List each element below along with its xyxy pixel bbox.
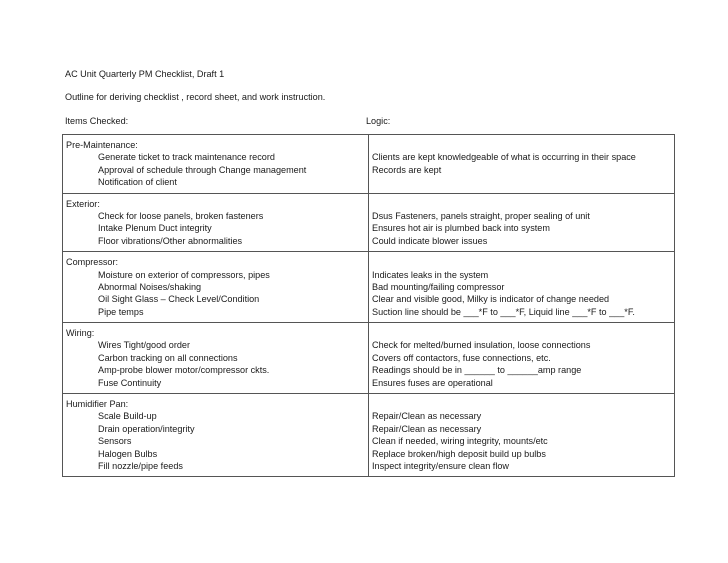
logic-header: Logic: xyxy=(366,116,391,126)
logic-text: Covers off contactors, fuse connections, etc. xyxy=(372,352,551,363)
section-title: Humidifier Pan: xyxy=(66,399,129,410)
check-item: Moisture on exterior of compressors, pipes xyxy=(98,269,270,280)
check-item: Amp-probe blower motor/compressor ckts. xyxy=(98,365,270,376)
document-subtitle: Outline for deriving checklist , record sheet, and work instruction. xyxy=(65,92,326,102)
logic-text: Repair/Clean as necessary xyxy=(372,423,482,434)
check-item: Notification of client xyxy=(98,177,177,188)
logic-text: Indicates leaks in the system xyxy=(372,269,489,280)
section-row-wiring xyxy=(63,323,675,394)
check-item: Intake Plenum Duct integrity xyxy=(98,223,212,234)
check-item: Fill nozzle/pipe feeds xyxy=(98,460,183,471)
logic-cell xyxy=(369,193,675,252)
logic-text: Dsus Fasteners, panels straight, proper sealing of unit xyxy=(372,210,590,221)
logic-text: Clean if needed, wiring integrity, mounts/etc xyxy=(372,436,548,447)
check-item: Pipe temps xyxy=(98,306,144,317)
checklist-table xyxy=(62,134,675,477)
logic-cell xyxy=(369,252,675,323)
logic-text: Repair/Clean as necessary xyxy=(372,411,482,422)
check-item: Carbon tracking on all connections xyxy=(98,352,238,363)
section-row-pre-maintenance xyxy=(63,135,675,194)
items-cell xyxy=(63,394,369,477)
check-item: Oil Sight Glass – Check Level/Condition xyxy=(98,294,260,305)
items-checked-header: Items Checked: xyxy=(65,116,129,126)
logic-text: Bad mounting/failing compressor xyxy=(372,281,505,292)
section-row-exterior xyxy=(63,193,675,252)
section-title: Compressor: xyxy=(66,257,119,268)
items-cell xyxy=(63,323,369,394)
check-item: Check for loose panels, broken fasteners xyxy=(98,210,264,221)
check-item: Drain operation/integrity xyxy=(98,423,195,434)
items-cell xyxy=(63,135,369,194)
logic-text: Ensures hot air is plumbed back into system xyxy=(372,223,550,234)
logic-cell xyxy=(369,135,675,194)
section-title: Wiring: xyxy=(66,328,95,339)
section-title: Pre-Maintenance: xyxy=(66,140,138,150)
check-item: Abnormal Noises/shaking xyxy=(98,281,202,292)
check-item: Wires Tight/good order xyxy=(98,340,190,351)
document-title: AC Unit Quarterly PM Checklist, Draft 1 xyxy=(65,69,225,79)
logic-text: Clear and visible good, Milky is indicator of change needed xyxy=(372,294,610,305)
section-row-humidifier-pan xyxy=(63,394,675,477)
logic-text: Could indicate blower issues xyxy=(372,235,488,246)
logic-text: Readings should be in ______ to ______amp range xyxy=(372,365,582,376)
section-row-compressor xyxy=(63,252,675,323)
logic-text: Suction line should be ___*F to ___*F, Liquid line ___*F to ___*F. xyxy=(372,306,635,317)
check-item: Generate ticket to track maintenance record xyxy=(98,152,275,163)
check-item: Fuse Continuity xyxy=(98,377,162,388)
logic-text: Clients are kept knowledgeable of what is occurring in their space xyxy=(372,152,636,163)
logic-cell xyxy=(369,323,675,394)
items-cell xyxy=(63,193,369,252)
check-item: Floor vibrations/Other abnormalities xyxy=(98,235,243,246)
check-item: Sensors xyxy=(98,436,132,447)
logic-text: Records are kept xyxy=(372,164,442,175)
items-cell xyxy=(63,252,369,323)
section-title: Exterior: xyxy=(66,198,100,209)
logic-text: Inspect integrity/ensure clean flow xyxy=(372,460,509,471)
logic-text: Replace broken/high deposit build up bulbs xyxy=(372,448,546,459)
logic-text: Check for melted/burned insulation, loose connections xyxy=(372,340,591,351)
check-item: Scale Build-up xyxy=(98,411,157,422)
check-item: Halogen Bulbs xyxy=(98,448,158,459)
logic-cell xyxy=(369,394,675,477)
check-item: Approval of schedule through Change management xyxy=(98,164,307,175)
logic-text: Ensures fuses are operational xyxy=(372,377,493,388)
